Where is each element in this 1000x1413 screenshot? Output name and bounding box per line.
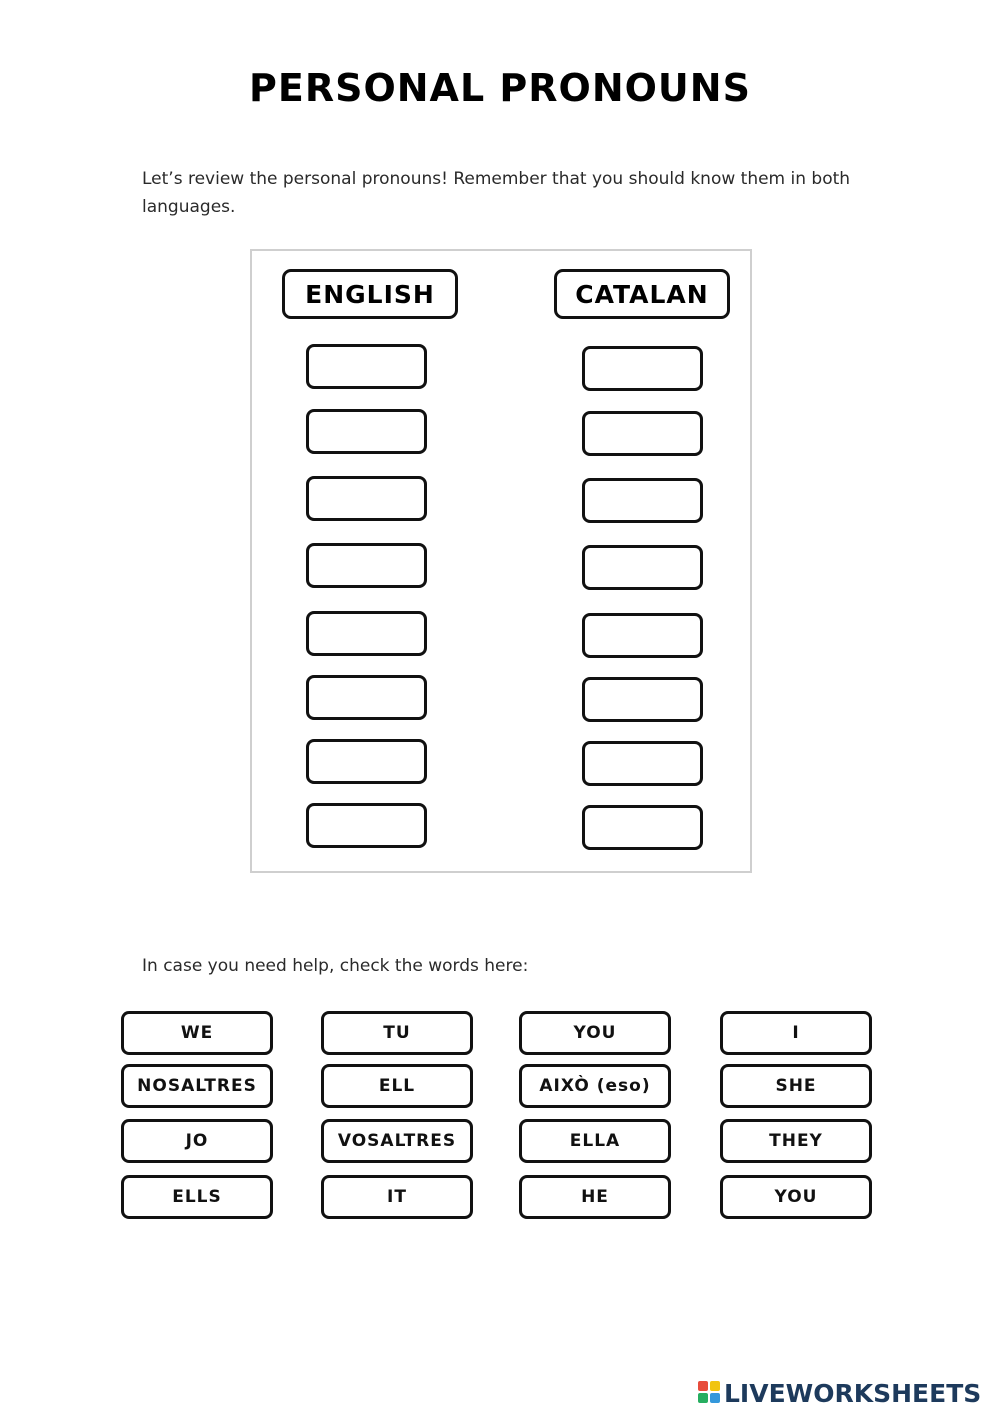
english-answer-box[interactable] bbox=[306, 803, 427, 848]
english-answer-box[interactable] bbox=[306, 739, 427, 784]
pronoun-table bbox=[250, 249, 752, 873]
english-answer-box[interactable] bbox=[306, 476, 427, 521]
english-answer-box[interactable] bbox=[306, 611, 427, 656]
word-bank-item[interactable]: TU bbox=[321, 1011, 473, 1055]
english-answer-box[interactable] bbox=[306, 543, 427, 588]
english-answer-box[interactable] bbox=[306, 344, 427, 389]
word-bank-item[interactable]: YOU bbox=[720, 1175, 872, 1219]
word-bank-item[interactable]: NOSALTRES bbox=[121, 1064, 273, 1108]
catalan-answer-box[interactable] bbox=[582, 677, 703, 722]
word-bank-item[interactable]: ELL bbox=[321, 1064, 473, 1108]
catalan-header: CATALAN bbox=[554, 269, 730, 319]
word-bank-item[interactable]: I bbox=[720, 1011, 872, 1055]
help-text: In case you need help, check the words here: bbox=[142, 956, 529, 976]
catalan-answer-box[interactable] bbox=[582, 741, 703, 786]
brand-name: LIVEWORKSHEETS bbox=[724, 1378, 982, 1408]
english-answer-box[interactable] bbox=[306, 409, 427, 454]
word-bank-item[interactable]: HE bbox=[519, 1175, 671, 1219]
catalan-answer-box[interactable] bbox=[582, 613, 703, 658]
word-bank-item[interactable]: VOSALTRES bbox=[321, 1119, 473, 1163]
catalan-answer-box[interactable] bbox=[582, 346, 703, 391]
word-bank-item[interactable]: SHE bbox=[720, 1064, 872, 1108]
word-bank-item[interactable]: WE bbox=[121, 1011, 273, 1055]
intro-text: Let’s review the personal pronouns! Remember that you should know them in both languages. bbox=[142, 169, 851, 217]
word-bank-item[interactable]: ELLS bbox=[121, 1175, 273, 1219]
word-bank-item[interactable]: IT bbox=[321, 1175, 473, 1219]
page-title: PERSONAL PRONOUNS bbox=[249, 66, 751, 110]
catalan-answer-box[interactable] bbox=[582, 411, 703, 456]
liveworksheets-icon bbox=[698, 1381, 722, 1405]
english-header: ENGLISH bbox=[282, 269, 458, 319]
english-answer-box[interactable] bbox=[306, 675, 427, 720]
word-bank-item[interactable]: YOU bbox=[519, 1011, 671, 1055]
word-bank-item[interactable]: THEY bbox=[720, 1119, 872, 1163]
catalan-answer-box[interactable] bbox=[582, 478, 703, 523]
word-bank-item[interactable]: AIXÒ (eso) bbox=[519, 1064, 671, 1108]
liveworksheets-logo bbox=[698, 1376, 981, 1410]
catalan-answer-box[interactable] bbox=[582, 545, 703, 590]
word-bank-item[interactable]: JO bbox=[121, 1119, 273, 1163]
word-bank-item[interactable]: ELLA bbox=[519, 1119, 671, 1163]
catalan-answer-box[interactable] bbox=[582, 805, 703, 850]
